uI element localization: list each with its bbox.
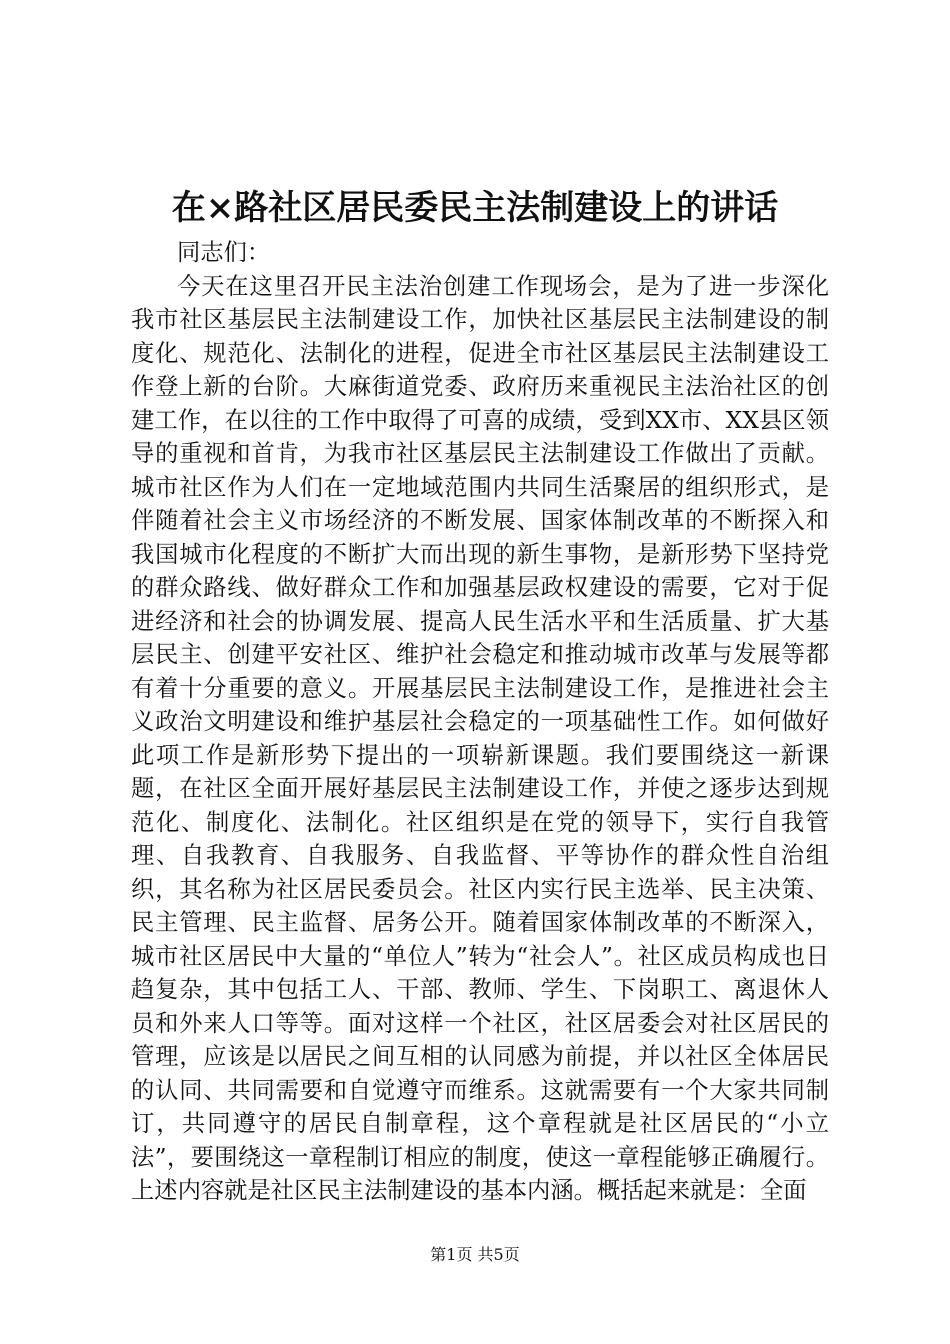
page-footer: 第1页 共5页 (430, 1245, 520, 1264)
document-body (131, 236, 829, 1208)
body-paragraph: 今天在这里召开民主法治创建工作现场会，是为了进一步深化我市社区基层民主法制建设工作，加快社区基层民主法制建设的制度化、规范化、法制化的进程，促进全市社区基层民主法制建设工作登上新的台阶。大麻街道党委、政府历来重视民主法治社区的创建工作，在以往的工作中取得了可喜的成绩，受到XX市、XX县区领导的重视和首肯，为我市社区基层民主法制建设工作做出了贡献。城市社区作为人们在一定地域范围内共同生活聚居的组织形式，是伴随着社会主义市场经济的不断发展、国家体制改革的不断探入和我国城市化程度的不断扩大而出现的新生事物，是新形势下坚持党的群众路线、做好群众工作和加强基层政权建设的需要，它对于促进经济和社会的协调发展、提高人民生活水平和生活质量、扩大基层民主、创建平安社区、维护社会稳定和推动城市改革与发展等都有着十分重要的意义。开展基层民主法制建设工作，是推进社会主义政治文明建设和维护基层社会稳定的一项基础性工作。如何做好此项工作是新形势下提出的一项崭新课题。我们要围绕这一新课题，在社区全面开展好基层民主法制建设工作，并使之逐步达到规范化、制度化、法制化。社区组织是在党的领导下，实行自我管理、自我教育、自我服务、自我监督、平等协作的群众性自治组织，其名称为社区居民委员会。社区内实行民主选举、民主决策、民主管理、民主监督、居务公开。随着国家体制改革的不断深入，城市社区居民中大量的“单位人”转为“社会人”。社区成员构成也日趋复杂，其中包括工人、干部、教师、学生、下岗职工、离退休人员和外来人口等等。面对这样一个社区，社区居委会对社区居民的管理，应该是以居民之间互相的认同感为前提，并以社区全体居民的认同、共同需要和自觉遵守而维系。这就需要有一个大家共同制订，共同遵守的居民自制章程，这个章程就是社区居民的“小立法”，要围绕这一章程制订相应的制度，使这一章程能够正确履行。上述内容就是社区民主法制建设的基本内涵。概括起来就是：全面 (131, 272, 829, 1204)
document-title: 在×路社区居民委民主法制建设上的讲话 (171, 188, 779, 228)
salutation: 同志们： (177, 239, 271, 266)
